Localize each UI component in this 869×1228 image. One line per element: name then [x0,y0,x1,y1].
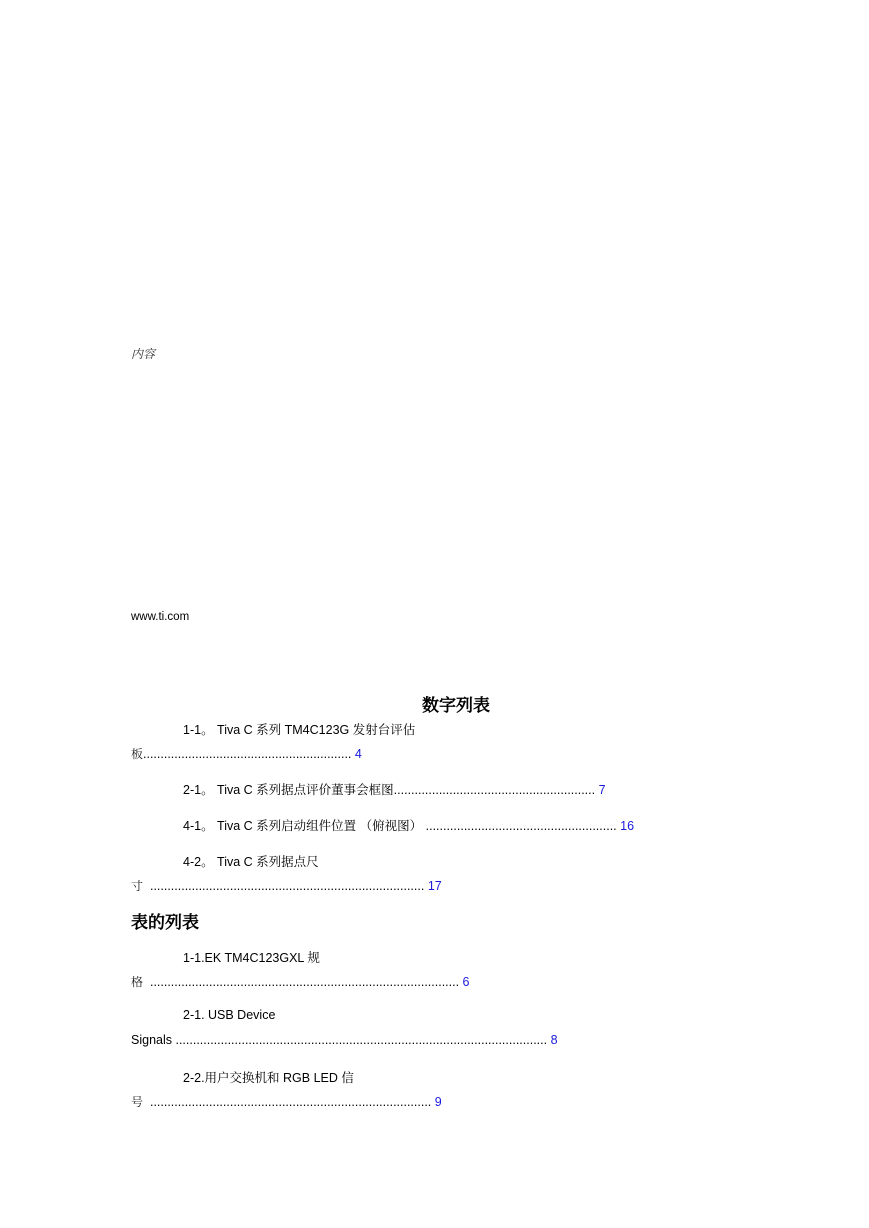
website-url[interactable]: www.ti.com [131,611,190,623]
contents-heading: 内容 [131,347,156,361]
page-number-link[interactable]: 7 [598,783,606,797]
list-of-figures-title: 数字列表 [422,696,490,716]
page-number-link[interactable]: 16 [620,819,635,833]
figure-entry-line: 1-1。 Tiva C 系列 TM4C123G 发射台评估 [183,723,416,737]
entry-text: 板 [131,747,144,761]
entry-text: 2-1。 Tiva C 系列据点评价董事会框图 [183,783,394,797]
leader-dots: ....................................................... [425,819,617,833]
leader-dots: .......................................................... [393,783,596,797]
entry-text: 格 [131,975,144,989]
entry-text: 号 [131,1095,144,1109]
leader-dots: ................................................................................. [149,1095,432,1109]
toc-entry[interactable] [183,816,634,834]
toc-entry[interactable] [131,1093,442,1110]
leader-dots: ............................................................................... [149,879,425,893]
table-entry-line: 1-1.EK TM4C123GXL 规 [183,951,320,965]
entry-text: Signals [131,1033,172,1047]
table-entry-line: 2-1. USB Device [183,1008,276,1022]
toc-entry[interactable] [131,1033,558,1047]
figure-entry-line: 4-2。 Tiva C 系列据点尺 [183,855,319,869]
toc-entry[interactable] [131,745,362,762]
toc-entry[interactable] [183,780,606,798]
entry-text: 寸 [131,879,144,893]
page-number-link[interactable]: 9 [434,1095,442,1109]
entry-text: 4-1。 Tiva C 系列启动组件位置 （俯视图） [183,819,423,833]
page-number-link[interactable]: 4 [354,747,362,761]
table-entry-line: 2-2.用户交换机和 RGB LED 信 [183,1071,354,1085]
leader-dots: ........................................................................................................... [175,1033,548,1047]
toc-entry[interactable] [131,877,442,894]
toc-entry[interactable] [131,973,470,990]
leader-dots: ............................................................ [143,747,352,761]
page-number-link[interactable]: 8 [550,1033,558,1047]
list-of-tables-title: 表的列表 [131,913,199,933]
page-number-link[interactable]: 17 [427,879,442,893]
page-number-link[interactable]: 6 [462,975,470,989]
leader-dots: ......................................................................................... [149,975,460,989]
